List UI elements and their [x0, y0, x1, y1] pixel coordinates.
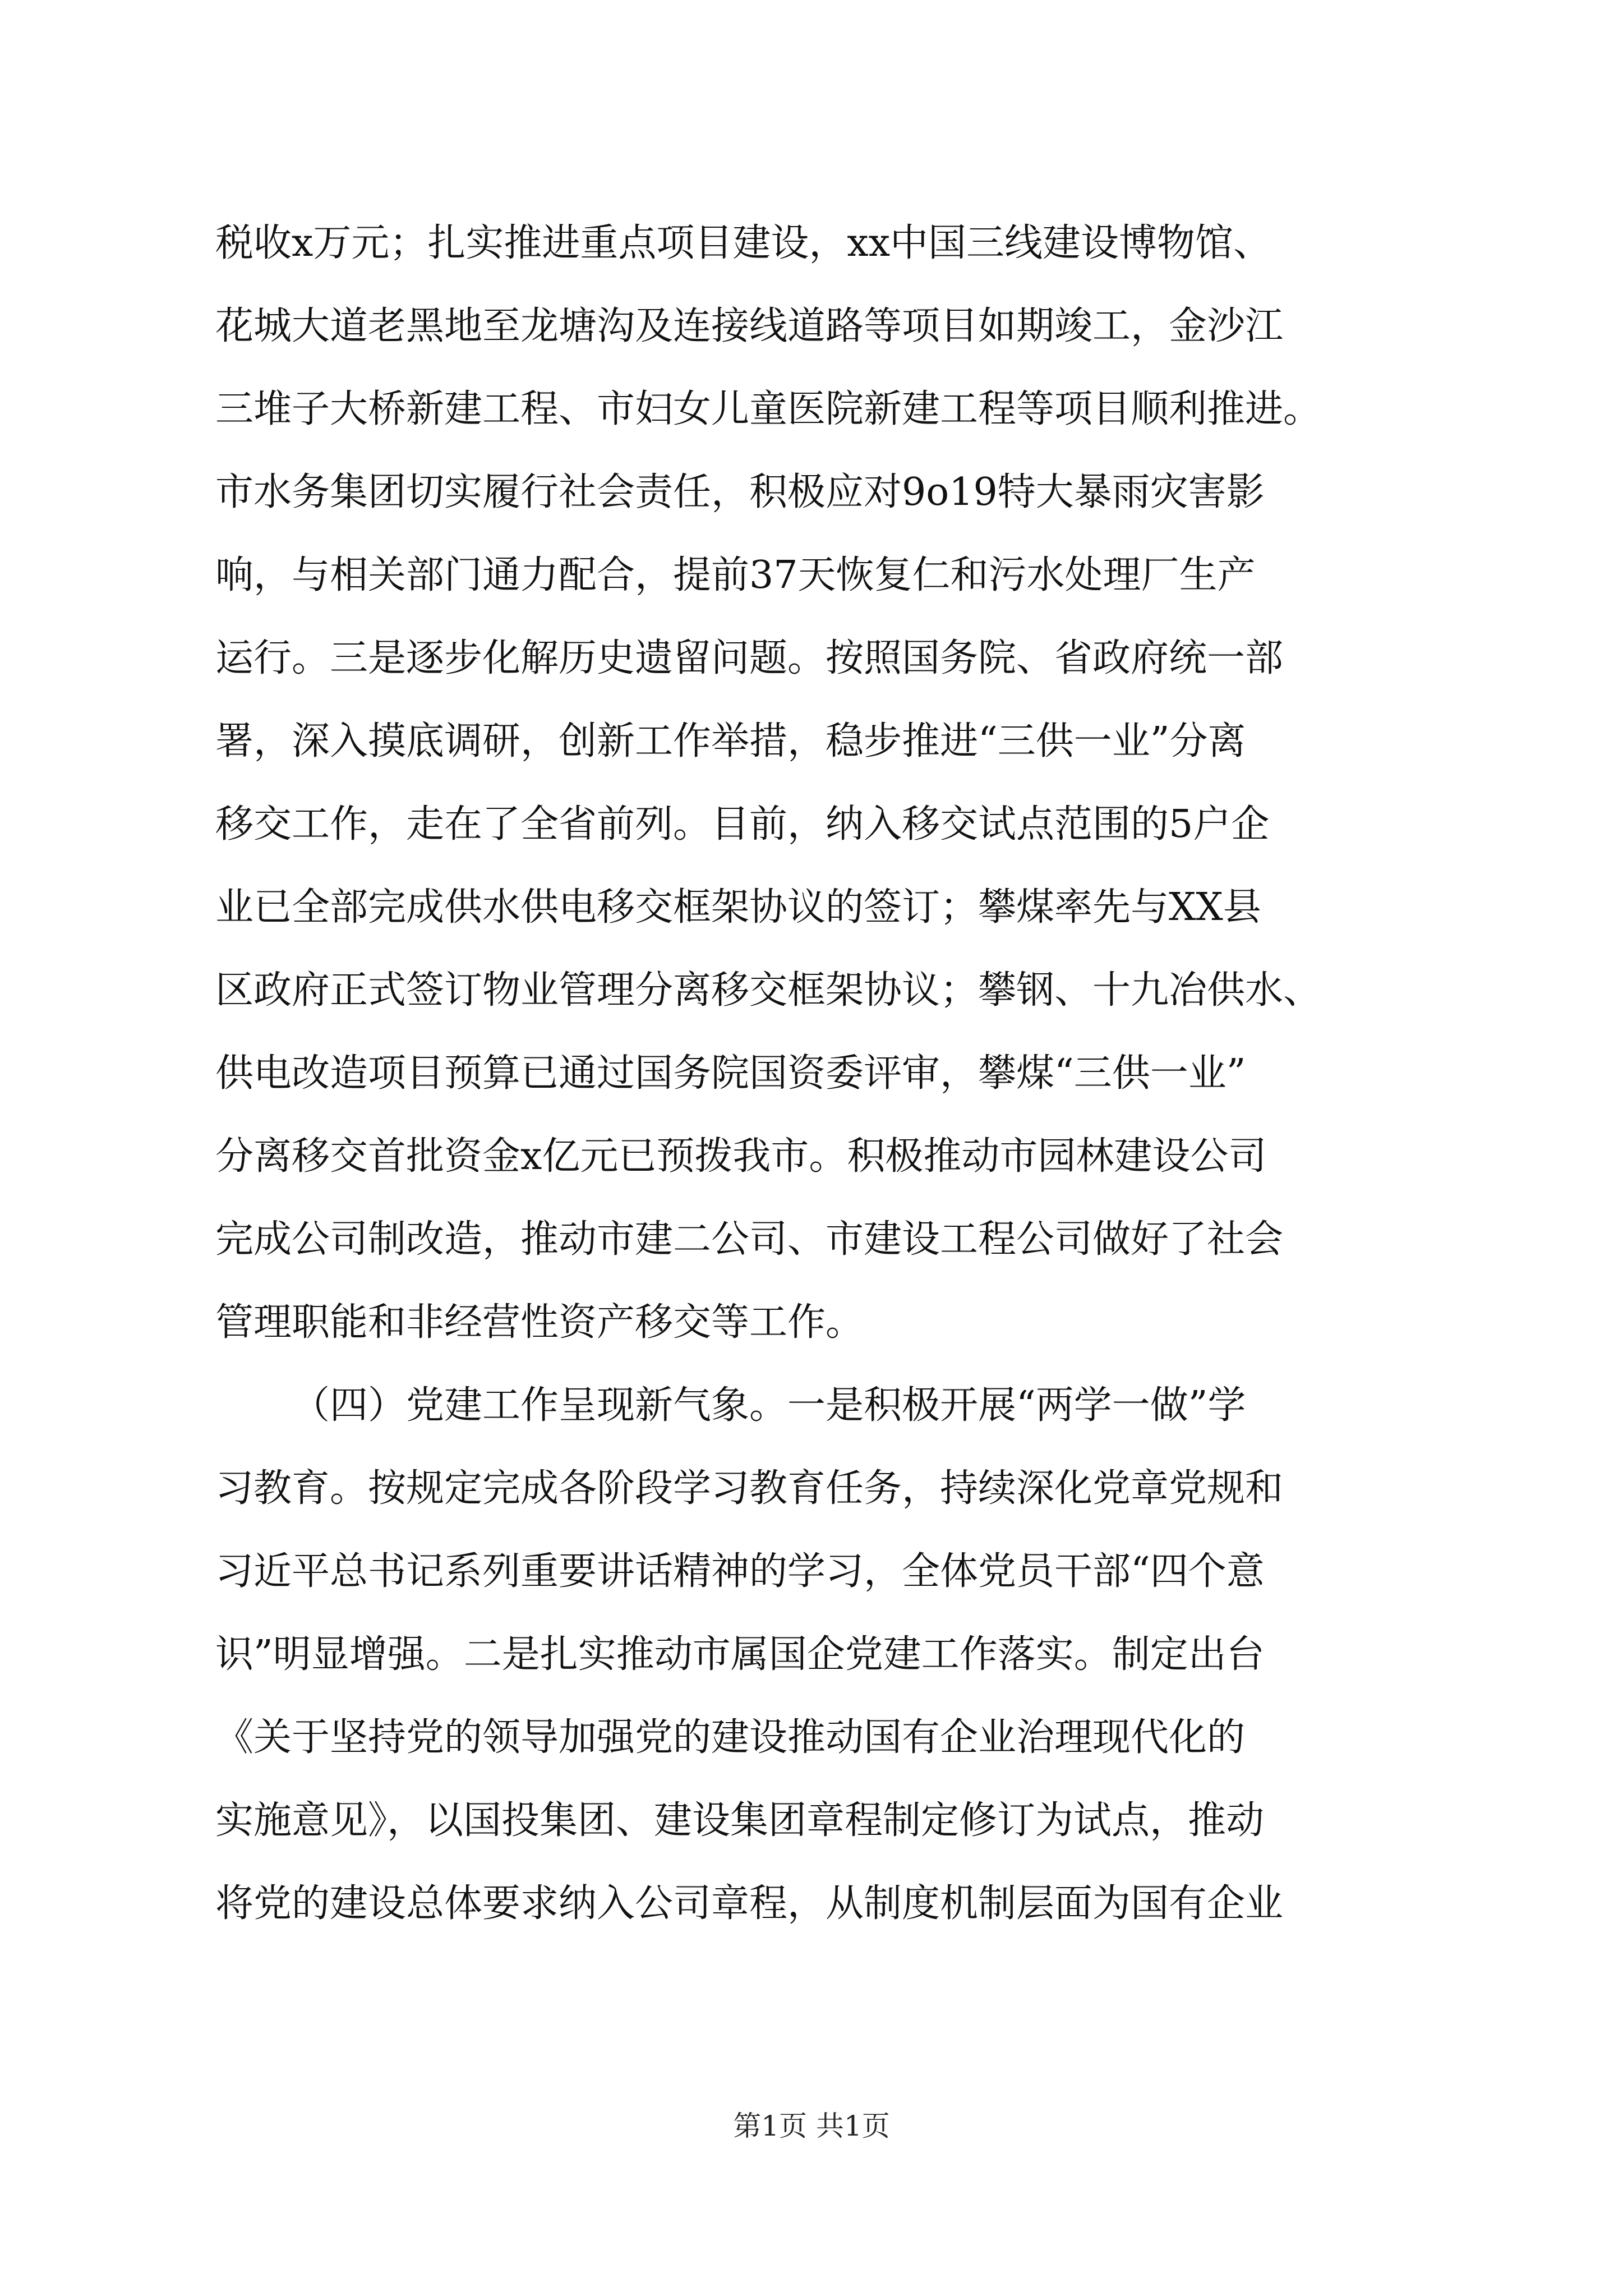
text-line: 《关于坚持党的领导加强党的建设推动国有企业治理现代化的	[215, 1715, 1246, 1760]
text-line: 税收x万元；扎实推进重点项目建设，xx中国三线建设博物馆、	[215, 221, 1272, 265]
text-line: 习近平总书记系列重要讲话精神的学习，全体党员干部“四个意	[215, 1549, 1265, 1594]
text-line: 将党的建设总体要求纳入公司章程，从制度机制层面为国有企业	[215, 1881, 1284, 1926]
page-number-footer: 第1页 共1页	[733, 2110, 890, 2142]
text-line: 管理职能和非经营性资产移交等工作。	[215, 1300, 864, 1345]
text-line: 市水务集团切实履行社会责任，积极应对9o19特大暴雨灾害影	[215, 470, 1265, 514]
text-line: 花城大道老黑地至龙塘沟及连接线道路等项目如期竣工，金沙江	[215, 304, 1284, 348]
text-line: 实施意见》，以国投集团、建设集团章程制定修订为试点，推动	[215, 1798, 1265, 1843]
text-line: 分离移交首批资金x亿元已预拨我市。积极推动市园林建设公司	[215, 1134, 1267, 1179]
text-line: 识”明显增强。二是扎实推动市属国企党建工作落实。制定出台	[215, 1632, 1265, 1677]
text-line: 区政府正式签订物业管理分离移交框架协议；攀钢、十九冶供水、	[215, 968, 1322, 1013]
text-line: 署，深入摸底调研，创新工作举措，稳步推进“三供一业”分离	[215, 719, 1246, 763]
text-line: 运行。三是逐步化解历史遗留问题。按照国务院、省政府统一部	[215, 636, 1284, 680]
text-line: 响，与相关部门通力配合，提前37天恢复仁和污水处理厂生产	[215, 553, 1256, 597]
text-line: 供电改造项目预算已通过国务院国资委评审，攀煤“三供一业”	[215, 1051, 1246, 1096]
text-line: 三堆子大桥新建工程、市妇女儿童医院新建工程等项目顺利推进。	[215, 387, 1322, 431]
text-line: 移交工作，走在了全省前列。目前，纳入移交试点范围的5户企	[215, 802, 1270, 846]
text-line: 业已全部完成供水供电移交框架协议的签订；攀煤率先与XX县	[215, 885, 1261, 930]
text-line: 习教育。按规定完成各阶段学习教育任务，持续深化党章党规和	[215, 1466, 1284, 1511]
text-line: 完成公司制改造，推动市建二公司、市建设工程公司做好了社会	[215, 1217, 1284, 1262]
section-heading-line: （四）党建工作呈现新气象。一是积极开展“两学一做”学	[292, 1383, 1246, 1428]
